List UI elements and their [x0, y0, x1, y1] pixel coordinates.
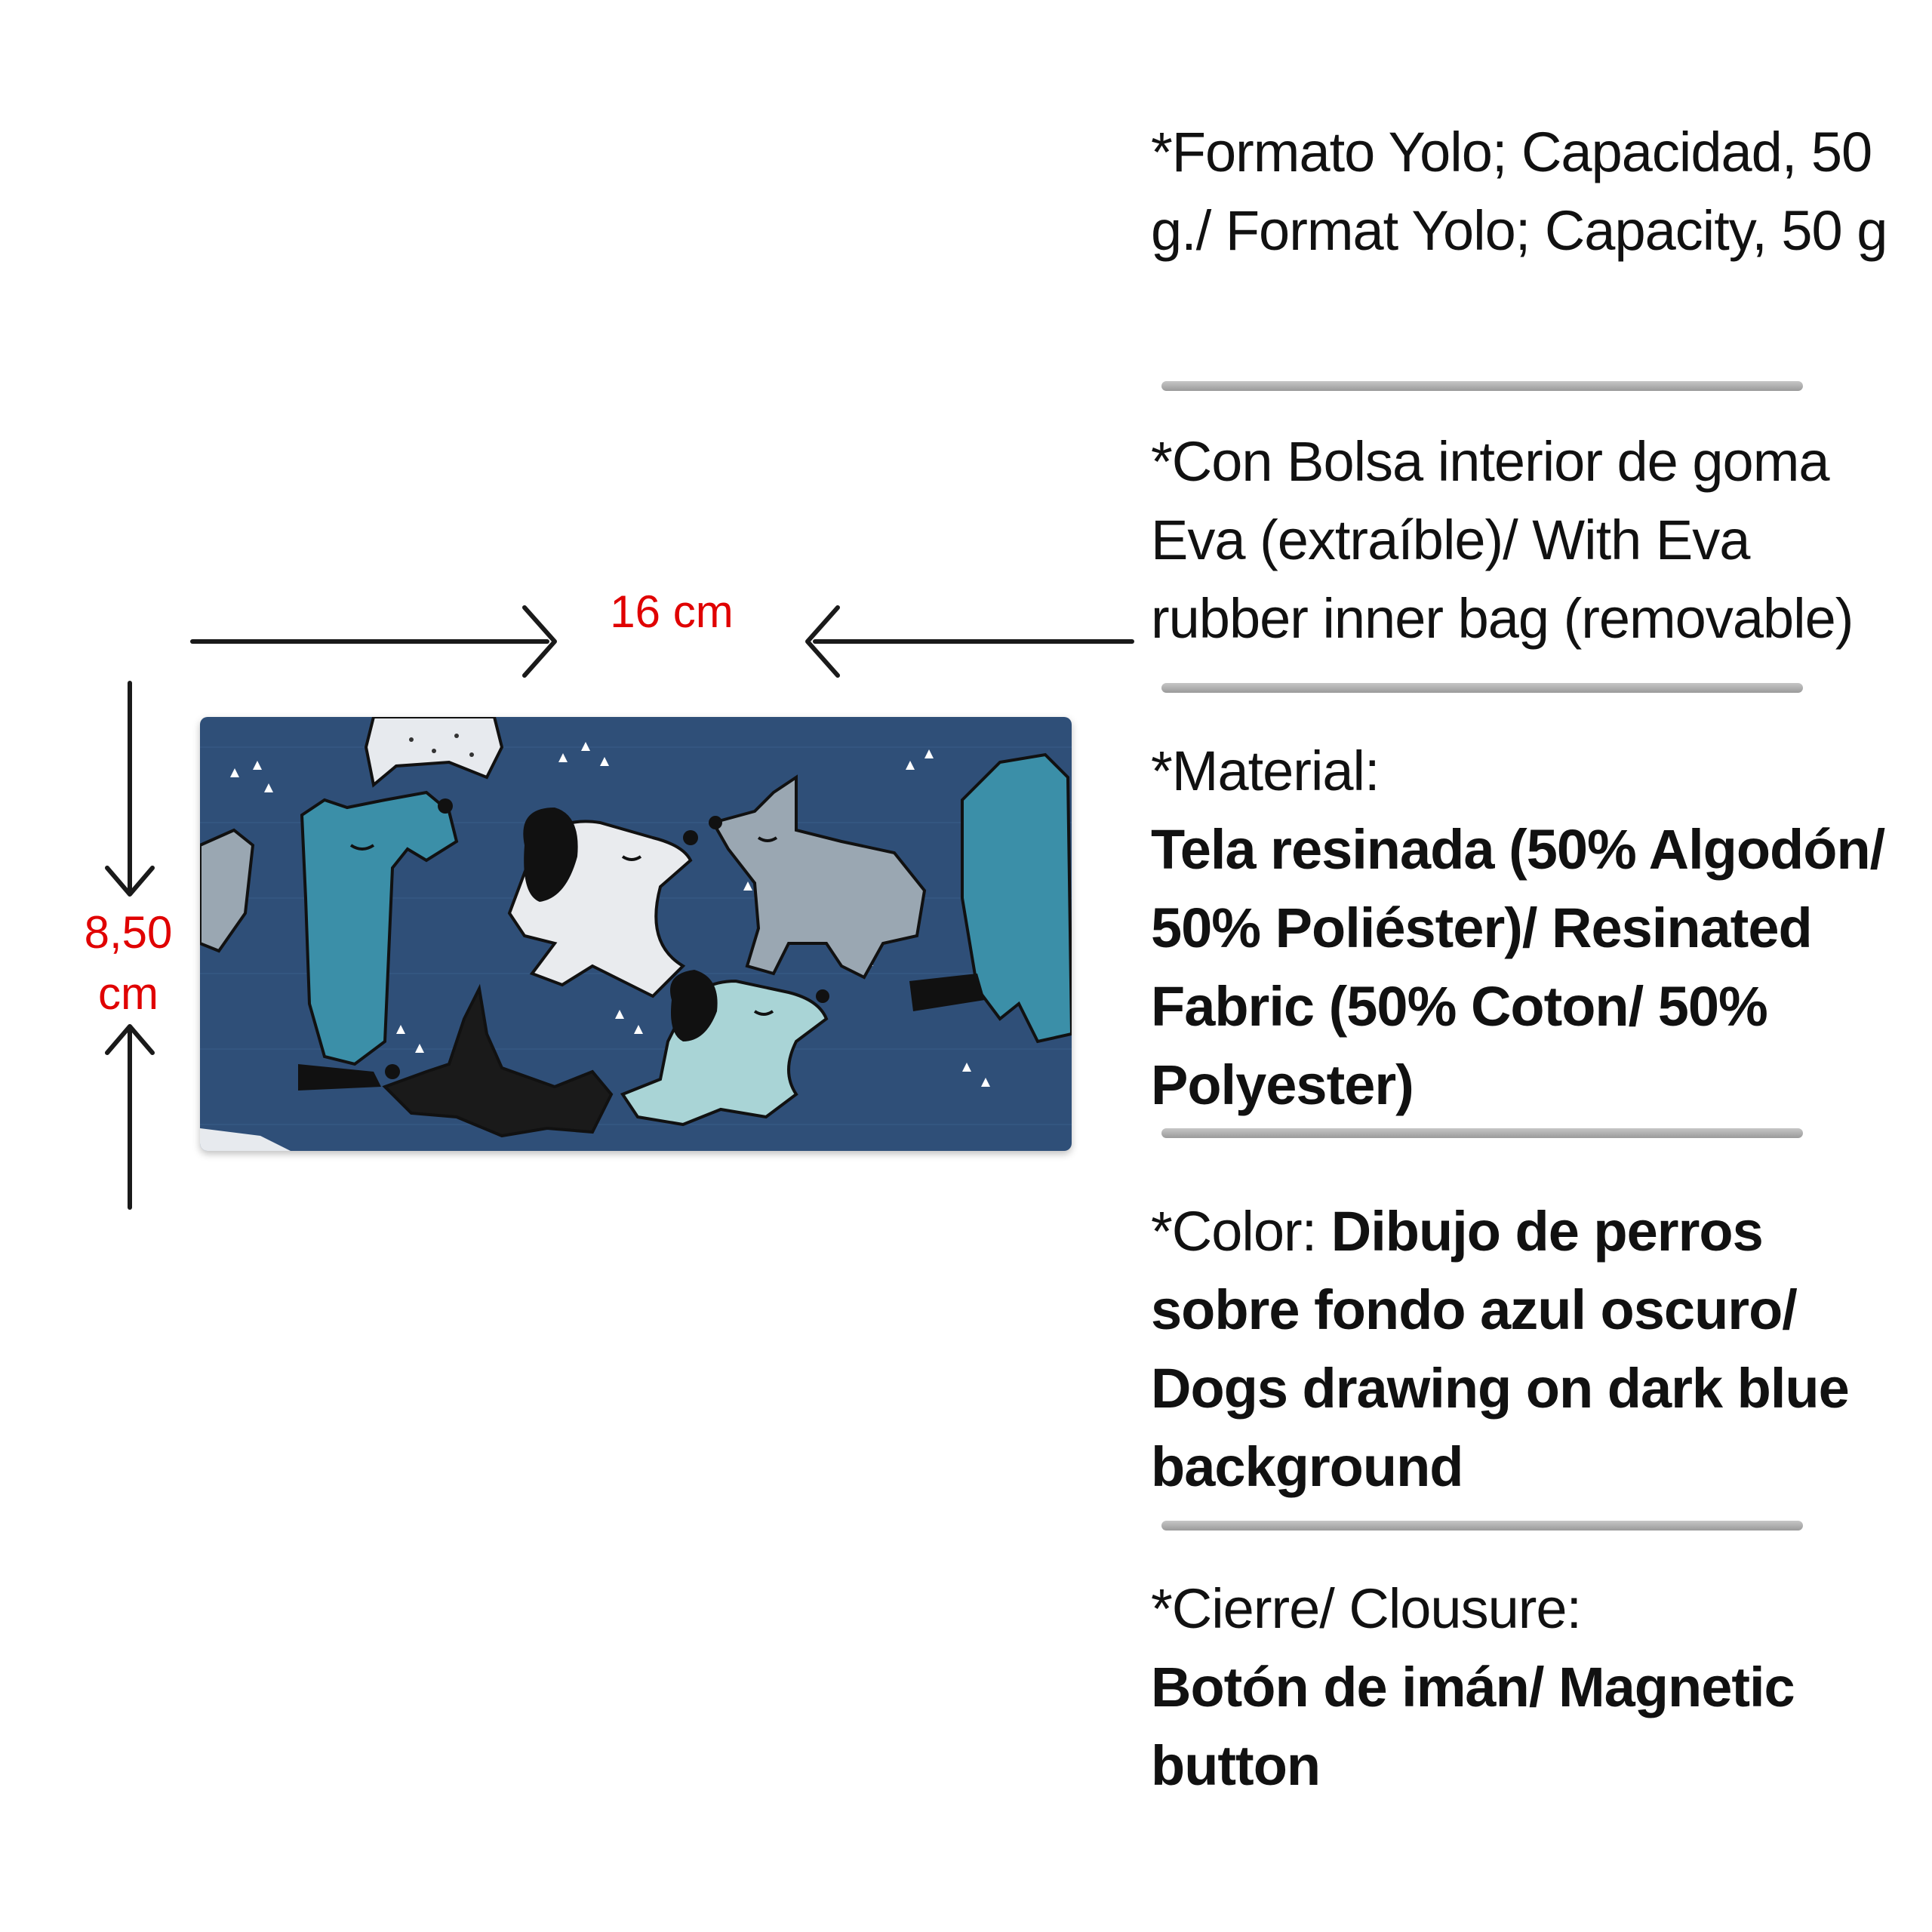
glasses-case-product-image [200, 717, 1072, 1151]
height-value: 8,50 [84, 907, 173, 958]
height-unit: cm [98, 968, 158, 1019]
separator [1161, 381, 1803, 391]
width-dimension-label: 16 cm [610, 586, 734, 637]
separator [1161, 1521, 1803, 1531]
spec-material-label: *Material: [1151, 740, 1380, 802]
spec-closure [1151, 1570, 1921, 1805]
height-dimension-label [75, 902, 181, 1024]
spec-inner-bag [1151, 423, 1921, 658]
spec-capacity [1151, 113, 1921, 270]
spec-closure-label: *Cierre/ Clousure: [1151, 1577, 1582, 1640]
spec-closure-value: Botón de imán/ Magnetic button [1151, 1656, 1795, 1797]
spec-material-value: Tela resinada (50% Algodón/ 50% Poliéster)/ Resinated Fabric (50% Coton/ 50% Polyester) [1151, 818, 1885, 1116]
dog-pattern-illustration [200, 717, 1072, 1151]
spec-color-value: Dibujo de perros sobre fondo azul oscuro/ Dogs drawing on dark blue background [1151, 1200, 1849, 1498]
spec-color [1151, 1192, 1921, 1506]
separator [1161, 1128, 1803, 1138]
spec-inner-bag-text: *Con Bolsa interior de goma Eva (extraíble)/ With Eva rubber inner bag (removable) [1151, 430, 1854, 650]
spec-capacity-text: *Formato Yolo; Capacidad, 50 g./ Format Yolo; Capacity, 50 g [1151, 121, 1887, 262]
spec-material [1151, 732, 1921, 1124]
spec-color-label: *Color: [1151, 1200, 1331, 1263]
separator [1161, 683, 1803, 693]
